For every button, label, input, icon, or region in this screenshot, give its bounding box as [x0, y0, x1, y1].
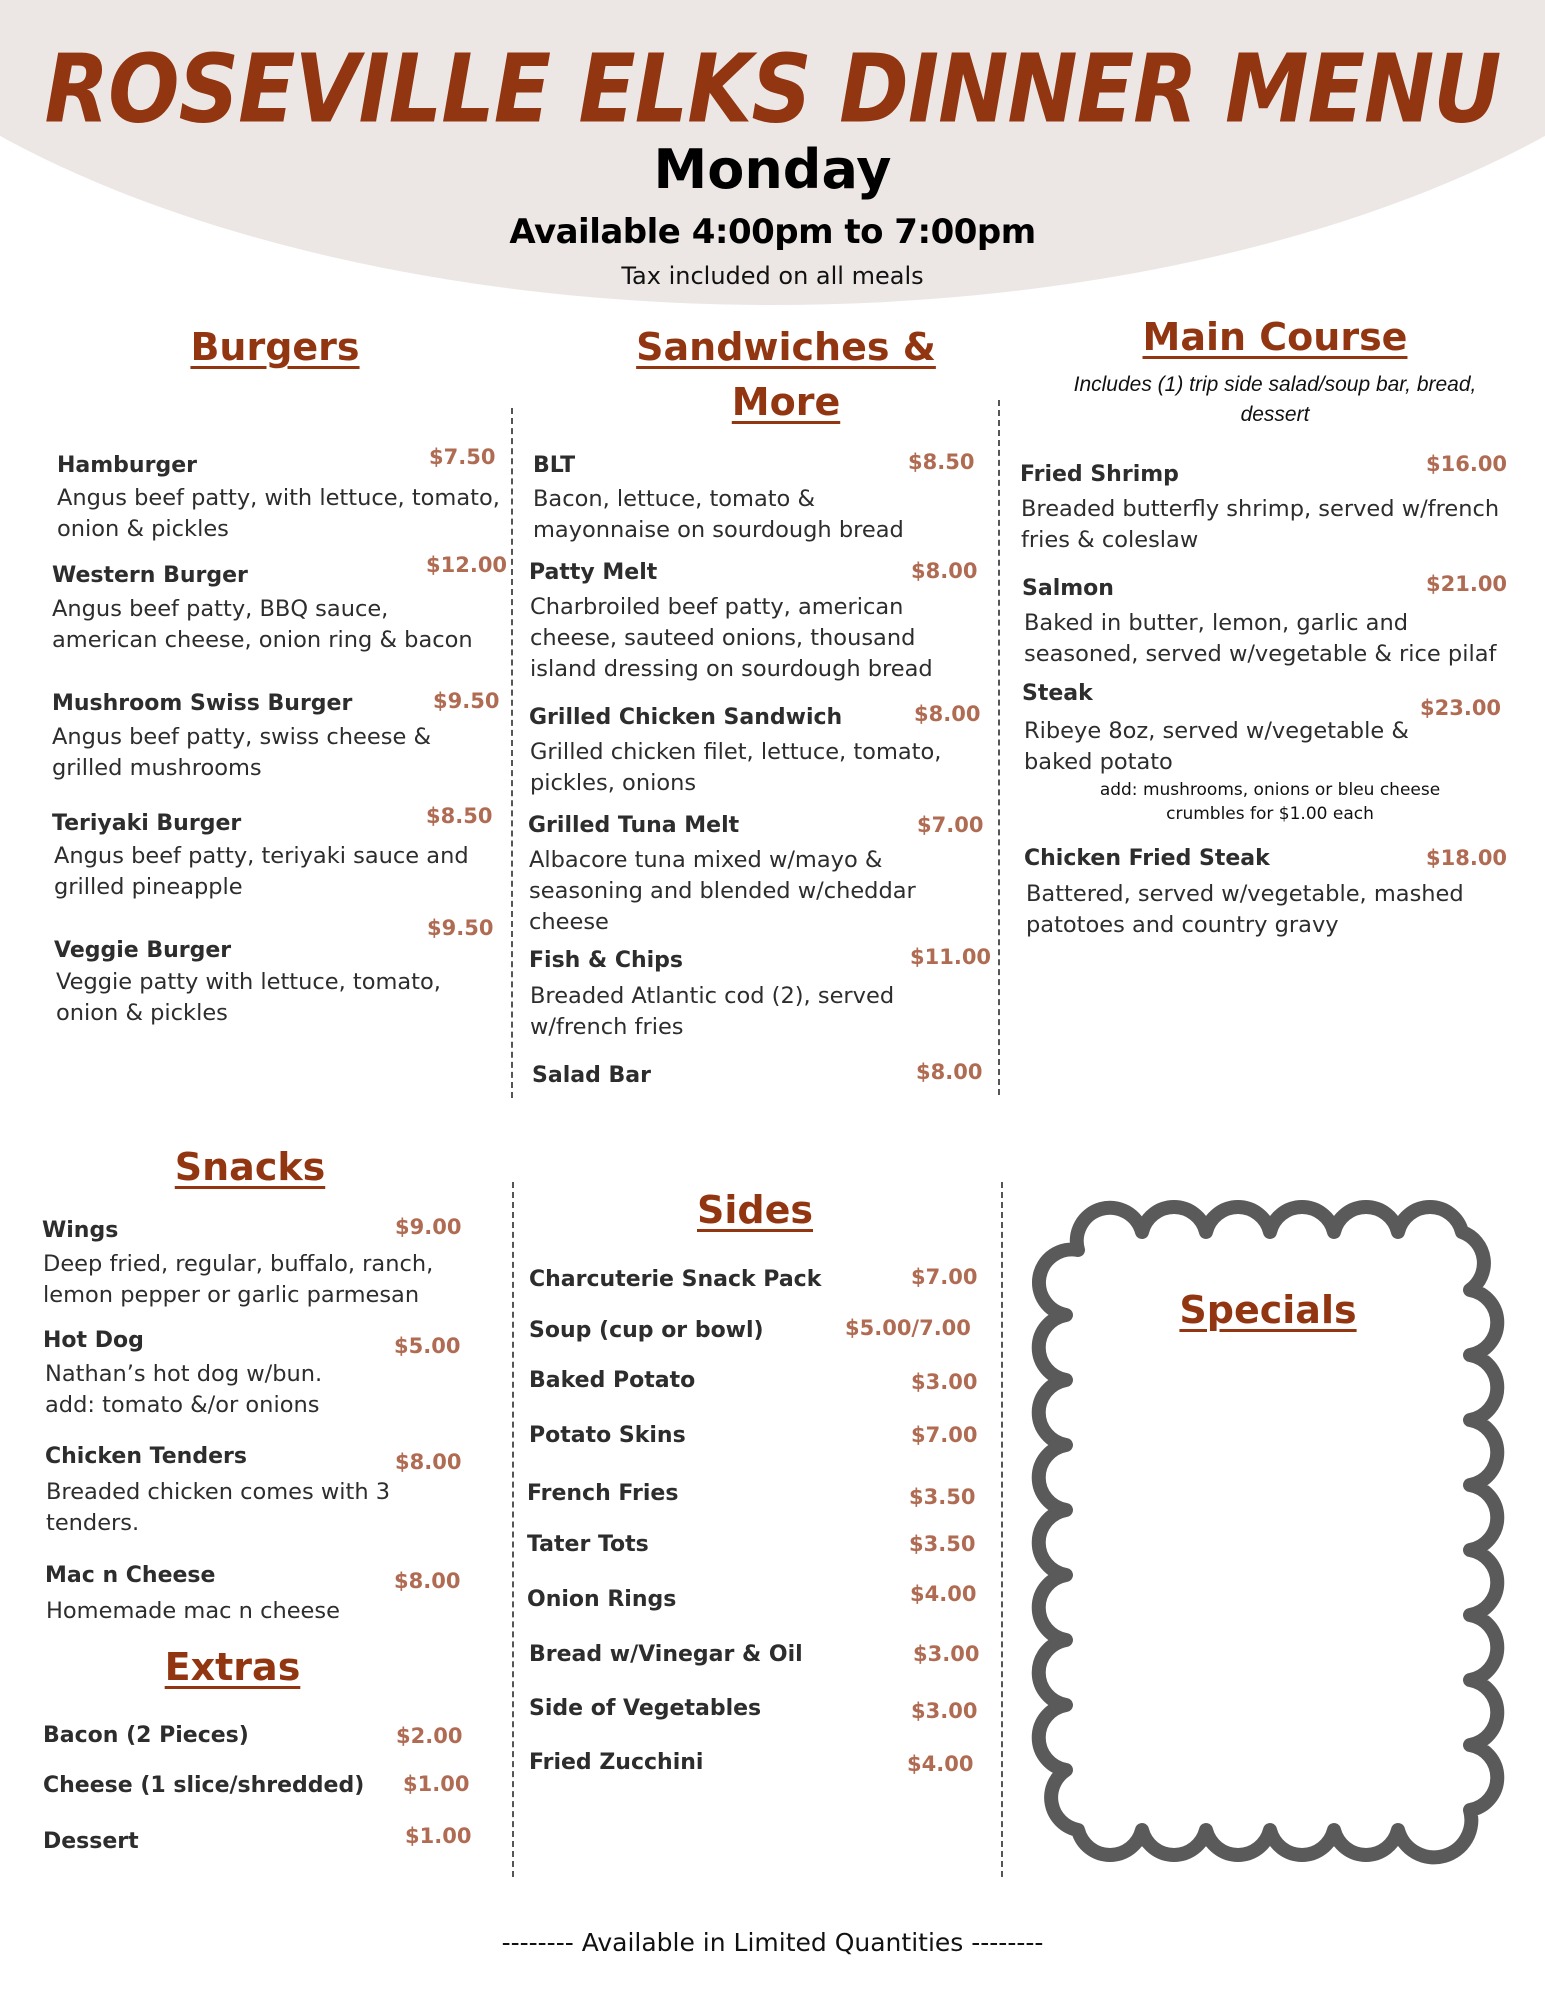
section-heading-burgers: Burgers	[190, 325, 360, 369]
item-name: Mushroom Swiss Burger	[52, 691, 353, 716]
item-price: $4.00	[907, 1752, 974, 1776]
item-description: Baked in butter, lemon, garlic and seasoned, served w/vegetable & rice pilaf	[1024, 610, 1497, 667]
item-name: BLT	[533, 453, 576, 478]
item-name: Chicken Tenders	[45, 1444, 247, 1469]
divider-upper-right	[998, 400, 1000, 1095]
item-name: French Fries	[527, 1481, 679, 1506]
item-price: $3.00	[911, 1370, 978, 1394]
item-price: $21.00	[1426, 572, 1508, 596]
section-heading-snacks: Snacks	[174, 1145, 326, 1189]
item-description: Ribeye 8oz, served w/vegetable & baked potato	[1024, 718, 1409, 775]
item-description: Angus beef patty, with lettuce, tomato, onion & pickles	[57, 485, 500, 542]
section-heading-extras: Extras	[164, 1645, 301, 1689]
heading-line: Sandwiches &	[636, 325, 936, 369]
item-description: Breaded butterfly shrimp, served w/french fries & coleslaw	[1021, 496, 1500, 553]
item-price: $8.00	[395, 1450, 462, 1474]
item-description: Battered, served w/vegetable, mashed patotoes and country gravy	[1026, 881, 1464, 938]
item-name: Teriyaki Burger	[52, 811, 242, 836]
item-description: Breaded chicken comes with 3 tenders.	[46, 1479, 391, 1536]
item-name: Fish & Chips	[529, 948, 684, 973]
item-price: $1.00	[405, 1824, 472, 1848]
item-price: $18.00	[1426, 846, 1508, 870]
item-description: Angus beef patty, teriyaki sauce and grilled pineapple	[54, 843, 469, 900]
item-price: $8.00	[914, 702, 981, 726]
item-price: $11.00	[910, 945, 992, 969]
item-name: Western Burger	[52, 563, 248, 588]
item-price: $8.50	[426, 804, 493, 828]
item-description: Veggie patty with lettuce, tomato, onion & pickles	[56, 969, 441, 1026]
item-price: $8.00	[394, 1569, 461, 1593]
divider-lower-left	[512, 1182, 514, 1877]
item-price: $8.50	[908, 450, 975, 474]
section-heading-sides: Sides	[697, 1188, 813, 1232]
item-description: Angus beef patty, swiss cheese & grilled mushrooms	[52, 724, 431, 781]
item-description: Albacore tuna mixed w/mayo & seasoning and blended w/cheddar cheese	[529, 847, 916, 935]
item-name: Chicken Fried Steak	[1024, 846, 1270, 871]
section-heading-main-course: Main Course	[1142, 315, 1408, 359]
menu-title: ROSEVILLE ELKS DINNER MENU	[44, 34, 1501, 144]
item-name: Fried Shrimp	[1020, 462, 1179, 487]
item-name: Bread w/Vinegar & Oil	[529, 1642, 803, 1667]
item-price: $16.00	[1426, 452, 1508, 476]
item-name: Soup (cup or bowl)	[529, 1318, 764, 1343]
item-description: Breaded Atlantic cod (2), served w/french fries	[530, 983, 895, 1040]
item-price: $8.00	[911, 559, 978, 583]
item-price: $9.50	[433, 689, 500, 713]
item-price: $1.00	[403, 1772, 470, 1796]
item-name: Dessert	[43, 1829, 139, 1854]
item-name: Potato Skins	[529, 1423, 686, 1448]
item-name: Salmon	[1022, 576, 1114, 601]
steak-addon-note: add: mushrooms, onions or bleu cheese crumbles for $1.00 each	[1099, 780, 1441, 824]
item-description: Angus beef patty, BBQ sauce, american cheese, onion ring & bacon	[52, 596, 473, 653]
item-name: Hot Dog	[43, 1328, 144, 1353]
item-price: $3.00	[911, 1699, 978, 1723]
item-price: $4.00	[910, 1582, 977, 1606]
item-name: Grilled Chicken Sandwich	[529, 705, 843, 730]
item-price: $7.00	[911, 1423, 978, 1447]
item-price: $7.00	[917, 813, 984, 837]
item-description: Homemade mac n cheese	[46, 1598, 340, 1624]
item-price: $12.00	[426, 553, 508, 577]
heading-line: More	[731, 380, 841, 425]
item-name: Hamburger	[57, 453, 197, 478]
item-name: Bacon (2 Pieces)	[43, 1723, 249, 1748]
item-description: Charbroiled beef patty, american cheese, sauteed onions, thousand island dressing on sourdough bread	[530, 594, 933, 682]
availability-hours: Available 4:00pm to 7:00pm	[509, 212, 1036, 252]
section-heading-sandwiches	[566, 320, 1006, 430]
item-name: Baked Potato	[529, 1368, 696, 1393]
item-description	[45, 1359, 425, 1421]
item-price: $7.50	[429, 445, 496, 469]
item-name: Mac n Cheese	[45, 1563, 216, 1588]
item-name: Wings	[42, 1218, 119, 1243]
menu-day: Monday	[653, 138, 892, 201]
item-price: $9.00	[395, 1215, 462, 1239]
item-price: $5.00/7.00	[845, 1316, 971, 1340]
desc-line: add: tomato &/or onions	[45, 1392, 320, 1418]
item-name: Salad Bar	[532, 1063, 651, 1088]
section-heading-specials: Specials	[1179, 1288, 1357, 1332]
item-name: Side of Vegetables	[529, 1696, 762, 1721]
item-name: Onion Rings	[527, 1587, 677, 1612]
item-name: Charcuterie Snack Pack	[529, 1267, 822, 1292]
item-name: Fried Zucchini	[529, 1750, 704, 1775]
item-price: $9.50	[427, 916, 494, 940]
item-price: $3.50	[909, 1532, 976, 1556]
item-name: Veggie Burger	[54, 938, 232, 963]
item-price: $3.50	[909, 1485, 976, 1509]
item-name: Tater Tots	[527, 1532, 649, 1557]
divider-lower-right	[1001, 1182, 1003, 1877]
main-course-includes-note: Includes (1) trip side salad/soup bar, bread, dessert	[1073, 373, 1477, 427]
item-name: Grilled Tuna Melt	[528, 813, 740, 838]
item-name: Cheese (1 slice/shredded)	[43, 1773, 365, 1798]
item-description: Bacon, lettuce, tomato & mayonnaise on sourdough bread	[533, 486, 904, 543]
item-description: Grilled chicken filet, lettuce, tomato, pickles, onions	[530, 739, 942, 796]
item-price: $2.00	[396, 1724, 463, 1748]
item-name: Patty Melt	[529, 560, 658, 585]
item-price: $8.00	[916, 1060, 983, 1084]
item-description: Deep fried, regular, buffalo, ranch, lemon pepper or garlic parmesan	[43, 1251, 434, 1308]
limited-quantities-note: -------- Available in Limited Quantities --------	[501, 1928, 1044, 1957]
item-price: $5.00	[394, 1334, 461, 1358]
desc-line: Nathan’s hot dog w/bun.	[45, 1361, 323, 1387]
item-price: $23.00	[1420, 696, 1502, 720]
item-price: $3.00	[913, 1642, 980, 1666]
tax-note: Tax included on all meals	[621, 262, 924, 290]
item-name: Steak	[1022, 681, 1093, 706]
divider-upper-left	[511, 408, 513, 1098]
item-price: $7.00	[911, 1265, 978, 1289]
